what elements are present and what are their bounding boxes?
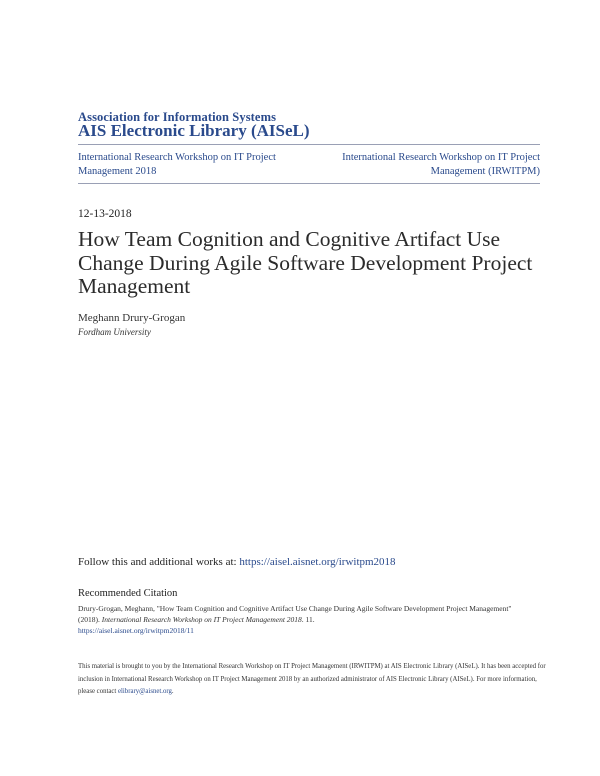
citation-venue: International Research Workshop on IT Project Management 2018 bbox=[101, 615, 302, 624]
collection-link-left[interactable]: International Research Workshop on IT Project Management 2018 bbox=[78, 152, 276, 177]
citation-link[interactable]: https://aisel.aisnet.org/irwitpm2018/11 bbox=[78, 626, 194, 635]
notice-end: . bbox=[171, 688, 174, 695]
publisher-name[interactable]: Association for Information Systems bbox=[78, 110, 277, 124]
author-name: Meghann Drury-Grogan bbox=[78, 312, 186, 324]
notice-text: This material is brought to you by the International Research Workshop on IT Project Management (IRWITPM) at AIS Electronic Library (AISeL). It has been accepted for inclusion in International Research Workshop on IT Project Management 2018 by an authorized administrator of AIS Electronic Library (AISeL). For more information, please contact bbox=[78, 663, 546, 695]
follow-link[interactable]: https://aisel.aisnet.org/irwitpm2018 bbox=[239, 556, 396, 568]
article-title: How Team Cognition and Cognitive Artifact Use Change During Agile Software Development Project Management bbox=[78, 227, 533, 298]
citation-heading: Recommended Citation bbox=[78, 588, 178, 599]
header-divider-bottom bbox=[78, 183, 540, 184]
citation-suffix: . 11. bbox=[301, 615, 315, 624]
citation-block bbox=[78, 603, 528, 636]
collection-link-right[interactable]: International Research Workshop on IT Project Management (IRWITPM) bbox=[342, 152, 540, 177]
follow-line bbox=[78, 556, 396, 568]
author-affiliation: Fordham University bbox=[78, 327, 151, 337]
header-divider-top bbox=[78, 144, 540, 145]
follow-text: Follow this and additional works at: bbox=[78, 556, 240, 568]
library-name[interactable]: AIS Electronic Library (AISeL) bbox=[78, 121, 310, 140]
access-notice bbox=[78, 661, 548, 699]
publication-date: 12-13-2018 bbox=[78, 208, 132, 220]
contact-email-link[interactable]: elibrary@aisnet.org bbox=[118, 688, 172, 695]
citation-text: Drury-Grogan, Meghann, "How Team Cognition and Cognitive Artifact Use Change During Agile Software Development Project Management" (2018). bbox=[78, 604, 512, 624]
